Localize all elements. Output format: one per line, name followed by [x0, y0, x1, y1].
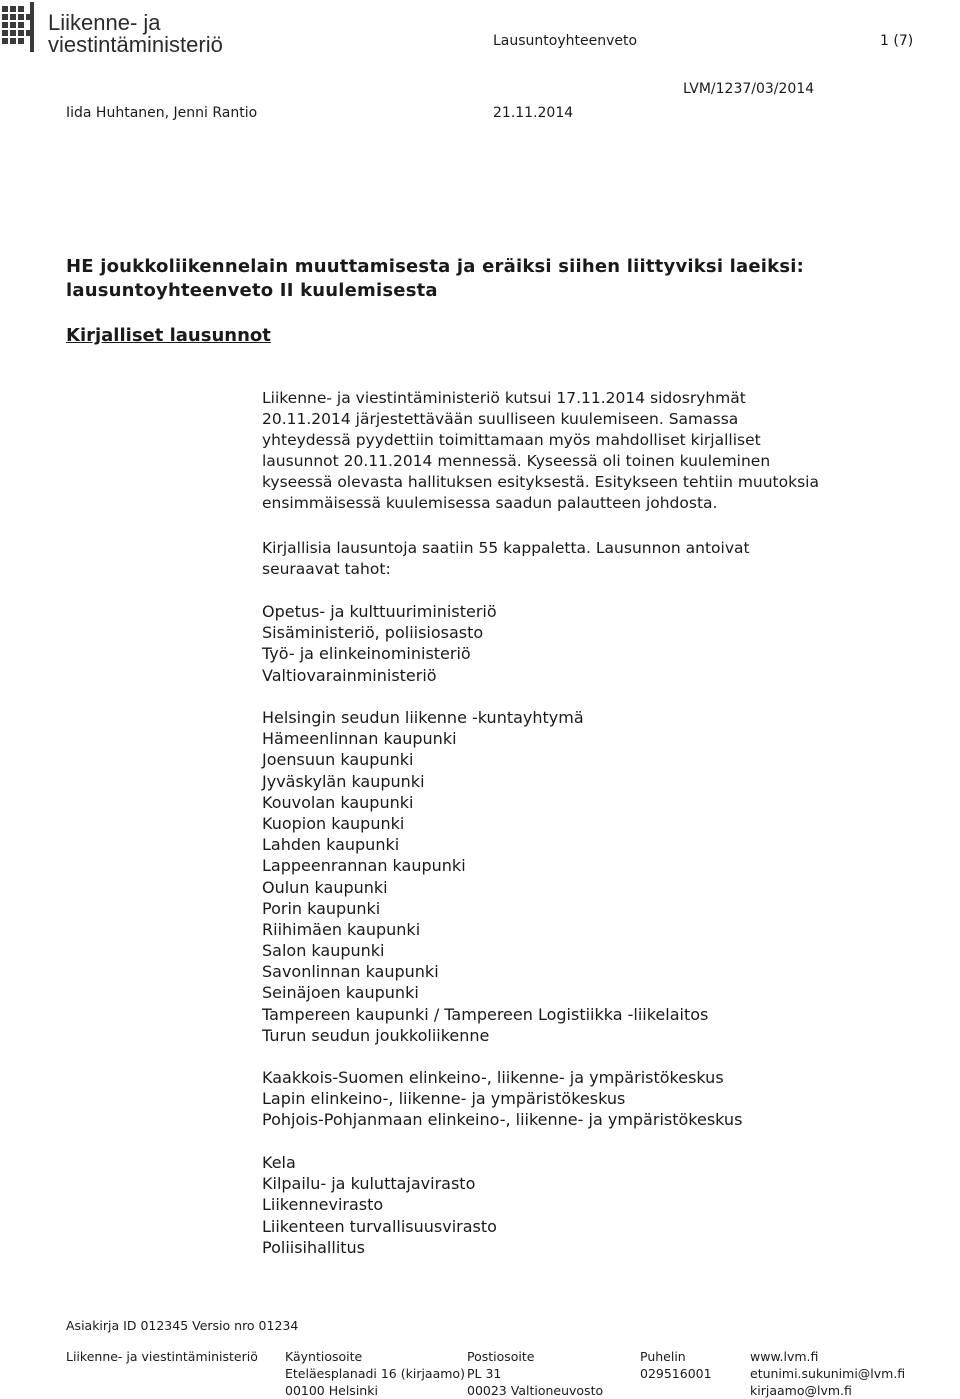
intro-line: ensimmäisessä kuulemisessa saadun palautteen johdosta. [262, 494, 718, 512]
list-item: Joensuun kaupunki [262, 750, 414, 770]
list-item: Lapin elinkeino-, liikenne- ja ympäristökeskus [262, 1089, 626, 1109]
footer-post-city: 00023 Valtioneuvosto [467, 1383, 604, 1398]
list-item: Kaakkois-Suomen elinkeino-, liikenne- ja ympäristökeskus [262, 1068, 724, 1087]
municipalities-list [262, 707, 708, 1046]
list-item: Valtiovarainministeriö [262, 665, 437, 685]
footer-visit-address [285, 1348, 465, 1399]
intro-paragraph-2 [262, 538, 952, 580]
list-item: Savonlinnan kaupunki [262, 962, 439, 982]
agencies-list [262, 1152, 497, 1258]
authors: Iida Huhtanen, Jenni Rantio [66, 105, 258, 121]
list-item: Jyväskylän kaupunki [262, 771, 425, 791]
intro-line: lausunnot 20.11.2014 mennessä. Kyseessä oli toinen kuuleminen [262, 452, 771, 470]
intro-line: seuraavat tahot: [262, 560, 391, 578]
document-title-line1: HE joukkoliikennelain muuttamisesta ja eräiksi siihen liittyviksi laeiksi: [66, 256, 805, 277]
footer-visit-street: Eteläesplanadi 16 (kirjaamo) [285, 1366, 465, 1381]
intro-line: Liikenne- ja viestintäministeriö kutsui 17.11.2014 sidosryhmät [262, 389, 746, 407]
footer-phone-label: Puhelin [640, 1349, 686, 1364]
footer-visit-label: Käyntiosoite [285, 1349, 363, 1364]
logo-text-line2: viestintäministeriö [48, 32, 223, 57]
ministries-list [262, 601, 497, 686]
document-id: Asiakirja ID 012345 Versio nro 01234 [66, 1318, 299, 1333]
footer-post-label: Postiosoite [467, 1349, 535, 1364]
footer-ministry-name: Liikenne- ja viestintäministeriö [66, 1349, 258, 1364]
list-item: Seinäjoen kaupunki [262, 983, 419, 1003]
footer-phone [640, 1348, 712, 1382]
list-item: Kuopion kaupunki [262, 813, 405, 833]
list-item: Lappeenrannan kaupunki [262, 856, 466, 876]
list-item: Turun seudun joukkoliikenne [262, 1025, 490, 1045]
footer-ministry [66, 1348, 258, 1365]
list-item: Työ- ja elinkeinoministeriö [262, 644, 471, 664]
document-date: 21.11.2014 [493, 105, 574, 121]
intro-line: yhteydessä pyydettiin toimittamaan myös mahdolliset kirjalliset [262, 431, 761, 449]
list-item: Porin kaupunki [262, 898, 381, 918]
ministry-logo [0, 0, 240, 60]
list-item: Hämeenlinnan kaupunki [262, 729, 457, 749]
ely-centres-list [262, 1067, 742, 1131]
record-number: LVM/1237/03/2014 [683, 81, 815, 97]
logo-text-line1: Liikenne- ja [48, 10, 161, 35]
footer-phone-number: 029516001 [640, 1366, 712, 1381]
list-item: Poliisihallitus [262, 1237, 366, 1257]
list-item: Lahden kaupunki [262, 835, 400, 855]
footer-email-registry[interactable]: kirjaamo@lvm.fi [750, 1383, 852, 1398]
intro-line: Kirjallisia lausuntoja saatiin 55 kappaletta. Lausunnon antoivat [262, 539, 750, 557]
page-number: 1 (7) [880, 33, 914, 49]
list-item: Sisäministeriö, poliisiosasto [262, 623, 484, 643]
ministry-emblem-icon [0, 2, 44, 54]
footer-email-person[interactable]: etunimi.sukunimi@lvm.fi [750, 1366, 906, 1381]
intro-paragraph-1 [262, 388, 952, 514]
list-item: Kouvolan kaupunki [262, 792, 414, 812]
list-item: Liikennevirasto [262, 1195, 384, 1215]
section-heading: Kirjalliset lausunnot [66, 325, 271, 346]
list-item: Liikenteen turvallisuusvirasto [262, 1216, 497, 1236]
footer-post-box: PL 31 [467, 1366, 502, 1381]
list-item: Riihimäen kaupunki [262, 919, 421, 939]
intro-line: 20.11.2014 järjestettävään suulliseen kuulemiseen. Samassa [262, 410, 739, 428]
footer-post-address [467, 1348, 603, 1399]
list-item: Opetus- ja kulttuuriministeriö [262, 602, 497, 621]
list-item: Helsingin seudun liikenne -kuntayhtymä [262, 708, 584, 727]
footer-web-link[interactable]: www.lvm.fi [750, 1349, 819, 1364]
list-item: Pohjois-Pohjanmaan elinkeino-, liikenne- ja ympäristökeskus [262, 1110, 743, 1130]
list-item: Kilpailu- ja kuluttajavirasto [262, 1174, 476, 1194]
footer-visit-city: 00100 Helsinki [285, 1383, 378, 1398]
list-item: Oulun kaupunki [262, 877, 388, 897]
list-item: Tampereen kaupunki / Tampereen Logistiikka -liikelaitos [262, 1004, 709, 1024]
list-item: Salon kaupunki [262, 941, 385, 961]
footer-contact [750, 1348, 905, 1399]
document-title-line2: lausuntoyhteenveto II kuulemisesta [66, 280, 438, 301]
document-type: Lausuntoyhteenveto [493, 33, 638, 49]
list-item: Kela [262, 1153, 296, 1172]
intro-line: kyseessä olevasta hallituksen esityksestä. Esitykseen tehtiin muutoksia [262, 473, 819, 491]
